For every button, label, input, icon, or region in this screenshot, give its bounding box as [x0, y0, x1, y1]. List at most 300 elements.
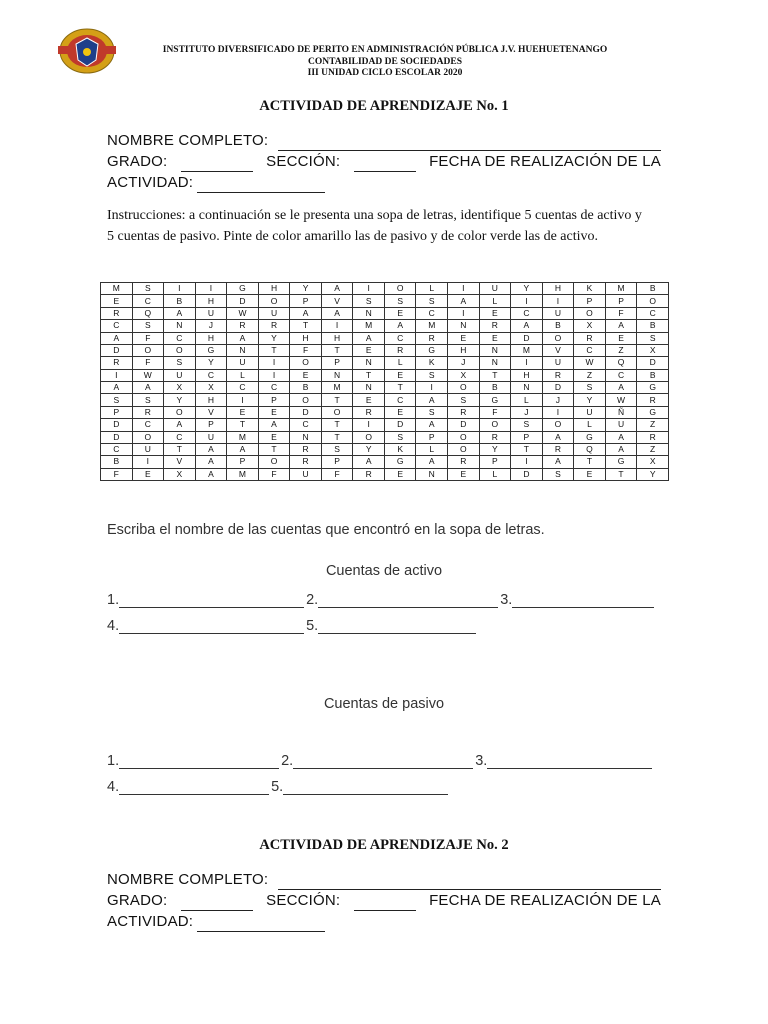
word-search-cell[interactable]: C — [132, 295, 164, 307]
word-search-cell[interactable]: O — [542, 419, 574, 431]
word-search-cell[interactable]: O — [353, 431, 385, 443]
word-search-cell[interactable]: I — [132, 456, 164, 468]
word-search-cell[interactable]: T — [258, 443, 290, 455]
word-search-cell[interactable]: M — [321, 382, 353, 394]
word-search-cell[interactable]: B — [164, 295, 196, 307]
nombre-field-2[interactable] — [278, 875, 661, 890]
word-search-cell[interactable]: A — [195, 443, 227, 455]
word-search-cell[interactable]: D — [101, 419, 133, 431]
word-search-cell[interactable]: M — [416, 320, 448, 332]
word-search-cell[interactable]: I — [511, 295, 543, 307]
word-search-cell[interactable]: U — [227, 357, 259, 369]
word-search-cell[interactable]: I — [542, 406, 574, 418]
word-search-cell[interactable]: L — [416, 443, 448, 455]
word-search-cell[interactable]: I — [353, 419, 385, 431]
word-search-cell[interactable]: S — [542, 468, 574, 480]
word-search-cell[interactable]: A — [416, 456, 448, 468]
word-search-cell[interactable]: A — [384, 320, 416, 332]
actividad-field-2[interactable] — [197, 917, 325, 932]
word-search-cell[interactable]: E — [258, 406, 290, 418]
word-search-cell[interactable]: N — [290, 431, 322, 443]
word-search-cell[interactable]: X — [637, 344, 669, 356]
word-search-cell[interactable]: T — [290, 320, 322, 332]
word-search-cell[interactable]: Y — [511, 283, 543, 295]
word-search-cell[interactable]: X — [164, 468, 196, 480]
word-search-cell[interactable]: J — [448, 357, 480, 369]
word-search-cell[interactable]: F — [101, 468, 133, 480]
word-search-cell[interactable]: P — [511, 431, 543, 443]
word-search-cell[interactable]: R — [637, 394, 669, 406]
word-search-cell[interactable]: S — [416, 295, 448, 307]
word-search-cell[interactable]: N — [164, 320, 196, 332]
word-search-cell[interactable]: S — [101, 394, 133, 406]
word-search-cell[interactable]: S — [321, 443, 353, 455]
pasivo-answer-1[interactable] — [119, 756, 279, 769]
word-search-cell[interactable]: L — [416, 283, 448, 295]
word-search-cell[interactable]: A — [101, 332, 133, 344]
word-search-cell[interactable]: J — [542, 394, 574, 406]
word-search-cell[interactable]: M — [101, 283, 133, 295]
word-search-cell[interactable]: T — [605, 468, 637, 480]
word-search-cell[interactable]: T — [258, 344, 290, 356]
grado-field[interactable] — [181, 157, 253, 172]
word-search-cell[interactable]: A — [101, 382, 133, 394]
word-search-cell[interactable]: I — [511, 456, 543, 468]
word-search-cell[interactable]: N — [479, 344, 511, 356]
word-search-cell[interactable]: I — [448, 283, 480, 295]
word-search-cell[interactable]: E — [448, 468, 480, 480]
word-search-cell[interactable]: C — [384, 332, 416, 344]
word-search-cell[interactable]: Z — [637, 419, 669, 431]
word-search-cell[interactable]: A — [227, 332, 259, 344]
word-search-cell[interactable]: A — [290, 307, 322, 319]
pasivo-answer-5[interactable] — [283, 782, 448, 795]
word-search-cell[interactable]: H — [195, 332, 227, 344]
word-search-cell[interactable]: O — [258, 456, 290, 468]
word-search-cell[interactable]: R — [542, 443, 574, 455]
word-search-cell[interactable]: E — [605, 332, 637, 344]
word-search-cell[interactable]: L — [574, 419, 606, 431]
word-search-cell[interactable]: O — [384, 283, 416, 295]
word-search-cell[interactable]: A — [605, 382, 637, 394]
word-search-cell[interactable]: O — [290, 394, 322, 406]
word-search-cell[interactable]: A — [448, 295, 480, 307]
word-search-cell[interactable]: I — [101, 369, 133, 381]
word-search-cell[interactable]: G — [637, 406, 669, 418]
word-search-cell[interactable]: U — [605, 419, 637, 431]
word-search-cell[interactable]: U — [164, 369, 196, 381]
word-search-cell[interactable]: K — [384, 443, 416, 455]
word-search-cell[interactable]: F — [321, 468, 353, 480]
word-search-cell[interactable]: R — [542, 369, 574, 381]
activo-answer-1[interactable] — [119, 595, 304, 608]
word-search-cell[interactable]: V — [164, 456, 196, 468]
word-search-cell[interactable]: D — [637, 357, 669, 369]
word-search-cell[interactable]: M — [511, 344, 543, 356]
word-search-cell[interactable]: Y — [290, 283, 322, 295]
word-search-cell[interactable]: P — [290, 295, 322, 307]
word-search-cell[interactable]: W — [227, 307, 259, 319]
word-search-cell[interactable]: B — [637, 283, 669, 295]
word-search-cell[interactable]: P — [101, 406, 133, 418]
word-search-cell[interactable]: U — [195, 431, 227, 443]
word-search-cell[interactable]: Y — [195, 357, 227, 369]
word-search-cell[interactable]: X — [574, 320, 606, 332]
word-search-cell[interactable]: U — [479, 283, 511, 295]
word-search-cell[interactable]: A — [416, 394, 448, 406]
word-search-cell[interactable]: C — [574, 344, 606, 356]
word-search-cell[interactable]: S — [132, 394, 164, 406]
word-search-cell[interactable]: C — [132, 419, 164, 431]
word-search-cell[interactable]: O — [448, 443, 480, 455]
word-search-cell[interactable]: A — [416, 419, 448, 431]
word-search-cell[interactable]: T — [384, 382, 416, 394]
word-search-cell[interactable]: A — [605, 443, 637, 455]
word-search-cell[interactable]: C — [195, 369, 227, 381]
word-search-cell[interactable]: Z — [605, 344, 637, 356]
word-search-cell[interactable]: C — [290, 419, 322, 431]
word-search-cell[interactable]: H — [258, 283, 290, 295]
word-search-cell[interactable]: C — [637, 307, 669, 319]
word-search-cell[interactable]: A — [195, 456, 227, 468]
seccion-field[interactable] — [354, 157, 416, 172]
word-search-cell[interactable]: G — [195, 344, 227, 356]
word-search-cell[interactable]: A — [321, 283, 353, 295]
word-search-cell[interactable]: S — [353, 295, 385, 307]
word-search-cell[interactable]: V — [321, 295, 353, 307]
word-search-cell[interactable]: D — [290, 406, 322, 418]
word-search-cell[interactable]: A — [195, 468, 227, 480]
word-search-cell[interactable]: L — [479, 468, 511, 480]
word-search-cell[interactable]: M — [605, 283, 637, 295]
word-search-cell[interactable]: A — [227, 443, 259, 455]
word-search-cell[interactable]: R — [101, 357, 133, 369]
word-search-cell[interactable]: I — [542, 295, 574, 307]
word-search-cell[interactable]: N — [416, 468, 448, 480]
word-search-cell[interactable]: H — [511, 369, 543, 381]
actividad-field[interactable] — [197, 178, 325, 193]
word-search-cell[interactable]: G — [384, 456, 416, 468]
word-search-cell[interactable]: R — [448, 406, 480, 418]
word-search-cell[interactable]: O — [542, 332, 574, 344]
word-search-cell[interactable]: H — [321, 332, 353, 344]
word-search-cell[interactable]: R — [353, 468, 385, 480]
word-search-cell[interactable]: A — [321, 307, 353, 319]
word-search-cell[interactable]: F — [479, 406, 511, 418]
word-search-cell[interactable]: T — [511, 443, 543, 455]
word-search-cell[interactable]: N — [353, 357, 385, 369]
word-search-cell[interactable]: Ñ — [605, 406, 637, 418]
word-search-cell[interactable]: B — [101, 456, 133, 468]
word-search-cell[interactable]: Y — [258, 332, 290, 344]
word-search-cell[interactable]: A — [258, 419, 290, 431]
word-search-cell[interactable]: U — [542, 357, 574, 369]
word-search-cell[interactable]: I — [227, 394, 259, 406]
grado-field-2[interactable] — [181, 896, 253, 911]
word-search-cell[interactable]: A — [542, 456, 574, 468]
word-search-cell[interactable]: K — [574, 283, 606, 295]
word-search-cell[interactable]: S — [511, 419, 543, 431]
word-search-cell[interactable]: S — [164, 357, 196, 369]
word-search-cell[interactable]: S — [384, 431, 416, 443]
pasivo-answer-2[interactable] — [293, 756, 473, 769]
word-search-cell[interactable]: I — [353, 283, 385, 295]
word-search-cell[interactable]: Q — [574, 443, 606, 455]
word-search-cell[interactable]: E — [384, 369, 416, 381]
word-search-cell[interactable]: O — [132, 431, 164, 443]
word-search-cell[interactable]: S — [574, 382, 606, 394]
word-search-cell[interactable]: L — [511, 394, 543, 406]
word-search-cell[interactable]: E — [258, 431, 290, 443]
word-search-cell[interactable]: S — [132, 283, 164, 295]
word-search-cell[interactable]: A — [542, 431, 574, 443]
word-search-cell[interactable]: O — [574, 307, 606, 319]
word-search-cell[interactable]: D — [448, 419, 480, 431]
word-search-cell[interactable]: P — [195, 419, 227, 431]
word-search-cell[interactable]: A — [605, 320, 637, 332]
word-search-cell[interactable]: E — [448, 332, 480, 344]
word-search-cell[interactable]: U — [258, 307, 290, 319]
word-search-cell[interactable]: S — [384, 295, 416, 307]
word-search-cell[interactable]: R — [353, 406, 385, 418]
word-search-cell[interactable]: A — [605, 431, 637, 443]
word-search-cell[interactable]: S — [637, 332, 669, 344]
word-search-cell[interactable]: C — [605, 369, 637, 381]
word-search-cell[interactable]: S — [132, 320, 164, 332]
word-search-cell[interactable]: Q — [605, 357, 637, 369]
word-search-cell[interactable]: R — [448, 456, 480, 468]
word-search-cell[interactable]: O — [448, 382, 480, 394]
word-search-cell[interactable]: U — [574, 406, 606, 418]
word-search-cell[interactable]: I — [164, 283, 196, 295]
word-search-cell[interactable]: H — [195, 394, 227, 406]
word-search-cell[interactable]: L — [384, 357, 416, 369]
word-search-cell[interactable]: B — [637, 320, 669, 332]
word-search-cell[interactable]: O — [321, 406, 353, 418]
word-search-cell[interactable]: T — [227, 419, 259, 431]
word-search-cell[interactable]: C — [101, 320, 133, 332]
word-search-cell[interactable]: E — [574, 468, 606, 480]
word-search-cell[interactable]: L — [479, 295, 511, 307]
word-search-cell[interactable]: H — [542, 283, 574, 295]
word-search-cell[interactable]: N — [353, 307, 385, 319]
word-search-cell[interactable]: U — [195, 307, 227, 319]
activo-answer-2[interactable] — [318, 595, 498, 608]
word-search-cell[interactable]: O — [258, 295, 290, 307]
word-search-cell[interactable]: J — [195, 320, 227, 332]
word-search-cell[interactable]: A — [353, 456, 385, 468]
word-search-cell[interactable]: G — [227, 283, 259, 295]
word-search-cell[interactable]: X — [195, 382, 227, 394]
word-search-cell[interactable]: Y — [353, 443, 385, 455]
word-search-cell[interactable]: C — [416, 307, 448, 319]
word-search-cell[interactable]: N — [479, 357, 511, 369]
word-search-cell[interactable]: K — [416, 357, 448, 369]
activo-answer-4[interactable] — [119, 621, 304, 634]
word-search-cell[interactable]: R — [290, 443, 322, 455]
word-search-cell[interactable]: O — [164, 406, 196, 418]
word-search-cell[interactable]: J — [511, 406, 543, 418]
word-search-cell[interactable]: H — [195, 295, 227, 307]
word-search-cell[interactable]: E — [384, 307, 416, 319]
word-search-cell[interactable]: G — [605, 456, 637, 468]
word-search-cell[interactable]: Y — [574, 394, 606, 406]
word-search-cell[interactable]: R — [416, 332, 448, 344]
word-search-cell[interactable]: W — [132, 369, 164, 381]
word-search-cell[interactable]: E — [353, 394, 385, 406]
word-search-cell[interactable]: V — [195, 406, 227, 418]
word-search-cell[interactable]: A — [511, 320, 543, 332]
word-search-cell[interactable]: G — [574, 431, 606, 443]
word-search-cell[interactable]: E — [384, 468, 416, 480]
word-search-cell[interactable]: D — [101, 344, 133, 356]
word-search-cell[interactable]: B — [290, 382, 322, 394]
word-search-cell[interactable]: T — [321, 344, 353, 356]
word-search-cell[interactable]: M — [353, 320, 385, 332]
word-search-cell[interactable]: L — [227, 369, 259, 381]
word-search-cell[interactable]: P — [227, 456, 259, 468]
word-search-cell[interactable]: R — [101, 307, 133, 319]
word-search-cell[interactable]: D — [542, 382, 574, 394]
word-search-cell[interactable]: F — [605, 307, 637, 319]
word-search-cell[interactable]: C — [227, 382, 259, 394]
word-search-cell[interactable]: U — [542, 307, 574, 319]
word-search-cell[interactable]: T — [321, 431, 353, 443]
word-search-cell[interactable]: A — [164, 307, 196, 319]
word-search-cell[interactable]: B — [542, 320, 574, 332]
word-search-cell[interactable]: T — [479, 369, 511, 381]
word-search-cell[interactable]: Y — [164, 394, 196, 406]
word-search-cell[interactable]: G — [416, 344, 448, 356]
word-search-cell[interactable]: F — [290, 344, 322, 356]
word-search-cell[interactable]: I — [448, 307, 480, 319]
word-search-cell[interactable]: T — [321, 394, 353, 406]
word-search-cell[interactable]: F — [132, 332, 164, 344]
word-search-cell[interactable]: A — [353, 332, 385, 344]
word-search-cell[interactable]: M — [227, 431, 259, 443]
word-search-cell[interactable]: D — [384, 419, 416, 431]
word-search-cell[interactable]: A — [164, 419, 196, 431]
word-search-cell[interactable]: U — [290, 468, 322, 480]
word-search-cell[interactable]: Q — [132, 307, 164, 319]
word-search-cell[interactable]: E — [479, 307, 511, 319]
word-search-cell[interactable]: O — [164, 344, 196, 356]
word-search-cell[interactable]: N — [448, 320, 480, 332]
word-search-cell[interactable]: O — [637, 295, 669, 307]
word-search-cell[interactable]: E — [353, 344, 385, 356]
word-search-cell[interactable]: P — [258, 394, 290, 406]
word-search-cell[interactable]: F — [258, 468, 290, 480]
word-search-cell[interactable]: Y — [637, 468, 669, 480]
word-search-cell[interactable]: E — [227, 406, 259, 418]
word-search-cell[interactable]: I — [511, 357, 543, 369]
word-search-cell[interactable]: P — [321, 357, 353, 369]
word-search-cell[interactable]: V — [542, 344, 574, 356]
word-search-cell[interactable]: D — [511, 468, 543, 480]
nombre-field[interactable] — [278, 136, 661, 151]
word-search-cell[interactable]: S — [448, 394, 480, 406]
word-search-cell[interactable]: D — [101, 431, 133, 443]
word-search-cell[interactable]: E — [479, 332, 511, 344]
word-search-cell[interactable]: E — [290, 369, 322, 381]
word-search-cell[interactable]: N — [321, 369, 353, 381]
word-search-cell[interactable]: D — [511, 332, 543, 344]
word-search-cell[interactable]: W — [574, 357, 606, 369]
word-search-cell[interactable]: R — [637, 431, 669, 443]
word-search-cell[interactable]: R — [479, 431, 511, 443]
word-search-cell[interactable]: O — [132, 344, 164, 356]
pasivo-answer-4[interactable] — [119, 782, 269, 795]
word-search-cell[interactable]: E — [101, 295, 133, 307]
word-search-cell[interactable]: N — [227, 344, 259, 356]
word-search-cell[interactable]: T — [164, 443, 196, 455]
word-search-cell[interactable]: T — [574, 456, 606, 468]
word-search-cell[interactable]: C — [384, 394, 416, 406]
word-search-cell[interactable]: E — [384, 406, 416, 418]
word-search-cell[interactable]: I — [258, 369, 290, 381]
word-search-cell[interactable]: I — [321, 320, 353, 332]
word-search-cell[interactable]: A — [132, 382, 164, 394]
word-search-cell[interactable]: C — [258, 382, 290, 394]
word-search-cell[interactable]: R — [290, 456, 322, 468]
word-search-cell[interactable]: X — [164, 382, 196, 394]
word-search-cell[interactable]: N — [511, 382, 543, 394]
word-search-cell[interactable]: S — [416, 369, 448, 381]
word-search-cell[interactable]: M — [227, 468, 259, 480]
word-search-cell[interactable]: G — [637, 382, 669, 394]
word-search-cell[interactable]: I — [258, 357, 290, 369]
word-search-cell[interactable]: Y — [479, 443, 511, 455]
word-search-cell[interactable]: T — [321, 419, 353, 431]
word-search-cell[interactable]: R — [479, 320, 511, 332]
word-search-cell[interactable]: I — [195, 283, 227, 295]
word-search-cell[interactable]: O — [448, 431, 480, 443]
word-search-cell[interactable]: G — [479, 394, 511, 406]
word-search-cell[interactable]: R — [132, 406, 164, 418]
word-search-cell[interactable]: U — [132, 443, 164, 455]
word-search-cell[interactable]: P — [605, 295, 637, 307]
word-search-cell[interactable]: T — [353, 369, 385, 381]
word-search-cell[interactable]: R — [384, 344, 416, 356]
word-search-cell[interactable]: X — [448, 369, 480, 381]
word-search-cell[interactable]: C — [101, 443, 133, 455]
word-search-cell[interactable]: C — [511, 307, 543, 319]
word-search-cell[interactable]: Z — [574, 369, 606, 381]
word-search-cell[interactable]: P — [574, 295, 606, 307]
word-search-cell[interactable]: H — [290, 332, 322, 344]
word-search-cell[interactable]: C — [164, 332, 196, 344]
word-search-cell[interactable]: I — [416, 382, 448, 394]
activo-answer-3[interactable] — [512, 595, 654, 608]
word-search-cell[interactable]: C — [164, 431, 196, 443]
word-search-cell[interactable]: Z — [637, 443, 669, 455]
word-search-cell[interactable]: O — [290, 357, 322, 369]
word-search-cell[interactable]: W — [605, 394, 637, 406]
word-search-cell[interactable]: X — [637, 456, 669, 468]
word-search-cell[interactable]: S — [416, 406, 448, 418]
word-search-cell[interactable]: R — [258, 320, 290, 332]
pasivo-answer-3[interactable] — [487, 756, 652, 769]
word-search-cell[interactable]: P — [479, 456, 511, 468]
word-search-cell[interactable]: H — [448, 344, 480, 356]
activo-answer-5[interactable] — [318, 621, 476, 634]
word-search-cell[interactable]: P — [416, 431, 448, 443]
word-search-cell[interactable]: O — [479, 419, 511, 431]
seccion-field-2[interactable] — [354, 896, 416, 911]
word-search-cell[interactable]: D — [227, 295, 259, 307]
word-search-cell[interactable]: P — [321, 456, 353, 468]
word-search-cell[interactable]: F — [132, 357, 164, 369]
